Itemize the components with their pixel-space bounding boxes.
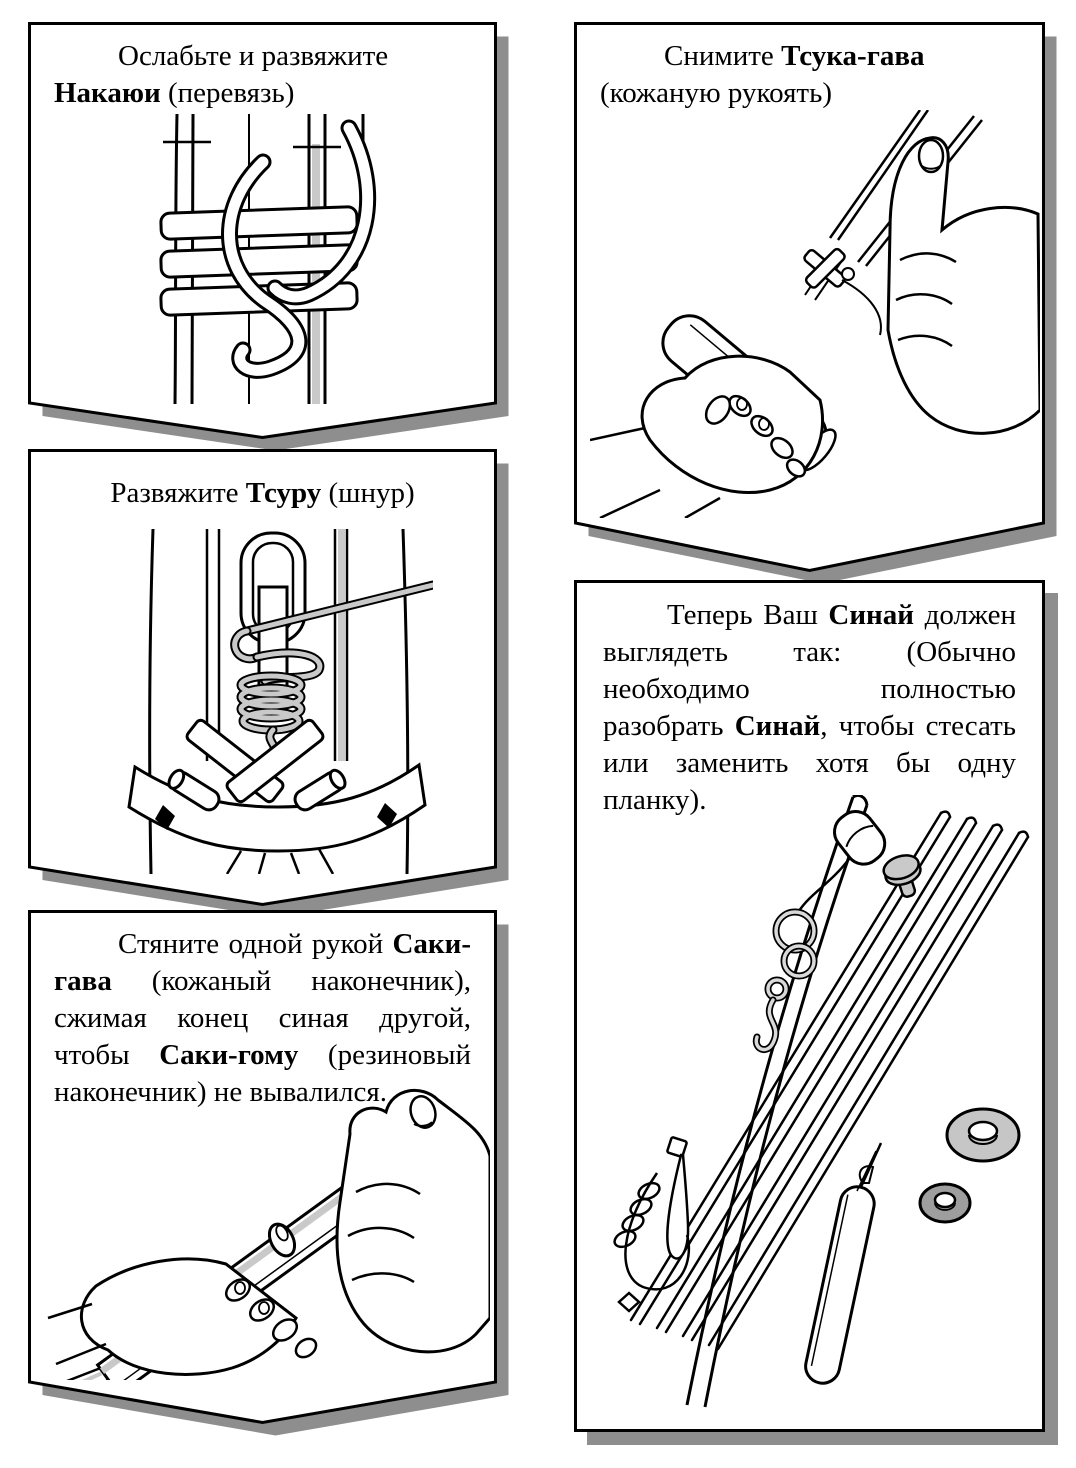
text-run: (резиновый наконечник) не вывалился. [54,1039,471,1108]
step-text [54,38,471,112]
nakayui-knot-illustration [113,114,423,404]
tsuka-removal-illustration [590,110,1040,518]
tsuka-gawa-sleeve-part [802,1143,881,1386]
text-run: (кожаный наконечник), сжимая конец синая другой, чтобы [54,965,471,1071]
chigiri-diamond [619,1293,639,1311]
left-hand [48,1220,320,1375]
nakayui-strip-part [612,1137,689,1289]
cord-coil [241,676,301,730]
exploded-parts-illustration [591,795,1031,1420]
text-run: (кожаную рукоять) [600,77,832,109]
text-run: , чтобы стесать или заменить хотя бы одну планку). [603,710,1017,816]
term-shinai: Синай [734,710,821,742]
tsuba-guard [947,1109,1019,1161]
text-run: Стяните одной рукой [118,928,393,960]
term-sakigomu: Саки-гому [159,1039,299,1071]
term-tsukagawa: Тсука-гава [781,40,925,72]
left-hand [590,356,823,518]
text-run: (шнур) [321,477,415,509]
tsuba-dome-stopper [920,1184,970,1222]
panel-untie-nakayui [28,22,497,439]
right-hand [888,138,1040,434]
saki-gawa-cap [827,804,892,871]
tsuru-cord-part [756,859,849,1050]
text-run: Снимите [664,40,782,72]
step-text [600,38,1019,112]
panel-untie-tsuru [28,449,497,906]
text-run: Ослабьте и развяжите [118,40,389,72]
term-shinai: Синай [828,599,914,631]
sakigawa-hands-illustration [40,1072,490,1380]
panel-remove-tsukagawa [574,22,1045,572]
text-run: должен выглядеть так: (Обычно необходимо полностью разобрать [603,599,1016,742]
tsuru-coil-illustration [123,529,433,874]
text-run: Развяжите [110,477,246,509]
text-run: Теперь Ваш [667,599,829,631]
panel-pull-sakigawa [28,910,497,1424]
text-run: (перевязь) [160,77,295,109]
term-nakayui: Накаюи [54,77,161,109]
term-sakigawa: Саки-гава [54,928,471,997]
step-text [603,597,1016,819]
term-tsuru: Тсуру [245,477,322,509]
split-stave-tips [227,849,333,874]
panel-disassembled-shinai [574,580,1045,1432]
step-text [54,475,471,512]
right-hand [337,1090,490,1351]
